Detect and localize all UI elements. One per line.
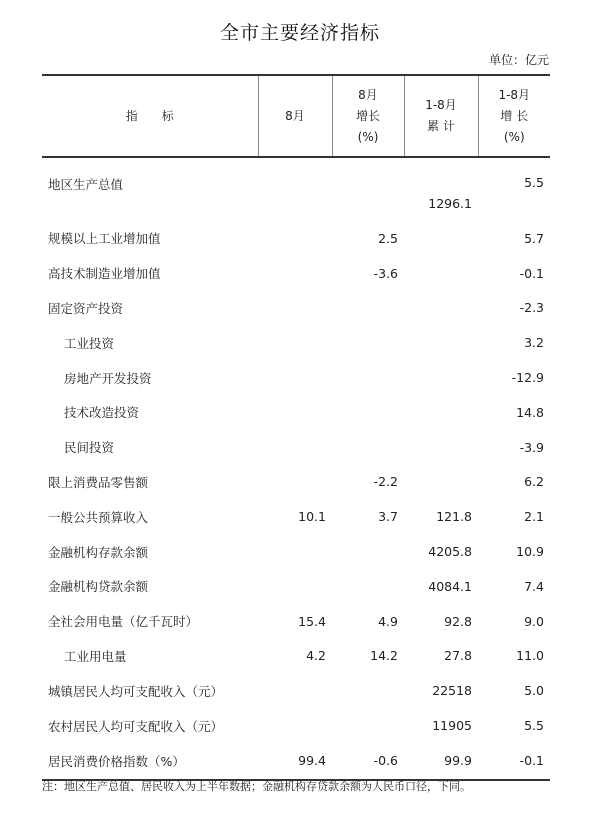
row-cumulative-growth: 11.0 <box>516 648 544 664</box>
row-name: 民间投资 <box>64 440 115 456</box>
row-name: 工业用电量 <box>64 648 127 664</box>
table-row <box>42 465 550 500</box>
row-cumulative-growth: 2.1 <box>524 509 544 525</box>
table-row <box>42 604 550 639</box>
row-month <box>258 534 332 569</box>
row-month <box>258 708 332 743</box>
header-cumulative: 1-8月 累 计 <box>404 75 478 157</box>
row-cumulative-growth: -0.1 <box>519 265 544 281</box>
page-title: 全市主要经济指标 <box>219 22 380 44</box>
row-month-growth: -0.6 <box>332 743 404 780</box>
row-name: 限上消费品零售额 <box>48 474 149 490</box>
row-cumulative: 22518 <box>432 683 472 699</box>
row-cumulative <box>404 360 478 395</box>
header-month-growth: 8月 增长 (%) <box>332 75 404 157</box>
row-month-growth <box>332 430 404 465</box>
header-indicator: 指 标 <box>42 75 258 157</box>
row-month-growth: -2.2 <box>373 474 398 490</box>
row-month <box>258 221 332 256</box>
indicator-table <box>42 74 550 781</box>
row-name: 固定资产投资 <box>48 300 124 316</box>
row-cumulative: 1296.1 <box>428 196 472 211</box>
row-month <box>258 157 332 221</box>
row-month-growth <box>332 708 404 743</box>
row-month <box>258 569 332 604</box>
footnote: 注：地区生产总值、居民收入为上半年数据；金融机构存贷款余额为人民币口径，下同。 <box>42 780 471 793</box>
row-name: 金融机构贷款余额 <box>48 579 149 595</box>
table-header-row <box>42 75 550 157</box>
header-cumulative-growth: 1-8月 增 长 (%) <box>478 75 550 157</box>
table-row <box>42 291 550 326</box>
row-cumulative <box>404 325 478 360</box>
row-month: 10.1 <box>298 509 326 525</box>
row-month <box>258 360 332 395</box>
row-month <box>258 673 332 708</box>
row-month <box>258 430 332 465</box>
table-row <box>42 673 550 708</box>
row-cumulative-growth: 5.5 <box>524 718 544 734</box>
table-row <box>42 157 550 221</box>
row-cumulative-growth: 7.4 <box>524 578 544 594</box>
row-cumulative-growth: 3.2 <box>524 335 544 351</box>
row-name: 农村居民人均可支配收入（元） <box>48 718 224 734</box>
row-cumulative-growth: 14.8 <box>516 404 544 420</box>
table-row <box>42 639 550 674</box>
row-cumulative <box>404 430 478 465</box>
row-month-growth: 14.2 <box>370 648 398 664</box>
row-month-growth <box>332 325 404 360</box>
row-month <box>258 325 332 360</box>
row-month-growth <box>332 157 404 221</box>
row-name: 规模以上工业增加值 <box>48 231 161 247</box>
row-month: 4.2 <box>306 648 326 664</box>
row-month-growth <box>332 395 404 430</box>
table-row <box>42 708 550 743</box>
row-name: 工业投资 <box>64 335 115 351</box>
row-cumulative: 92.8 <box>444 613 472 629</box>
row-month-growth <box>332 534 404 569</box>
row-cumulative: 4084.1 <box>428 578 472 594</box>
row-cumulative-growth: -12.9 <box>511 370 544 386</box>
table-row <box>42 325 550 360</box>
table-row <box>42 430 550 465</box>
table-row <box>42 534 550 569</box>
row-cumulative-growth: 9.0 <box>524 613 544 629</box>
table-row <box>42 221 550 256</box>
row-name: 地区生产总值 <box>48 177 124 192</box>
row-month <box>258 395 332 430</box>
row-month <box>258 256 332 291</box>
row-name: 技术改造投资 <box>64 405 140 421</box>
row-month-growth <box>332 569 404 604</box>
row-month-growth: -3.6 <box>373 265 398 281</box>
row-cumulative <box>404 465 478 500</box>
row-cumulative-growth: -0.1 <box>478 743 550 780</box>
row-name: 居民消费价格指数（%） <box>42 743 258 780</box>
row-month-growth: 2.5 <box>378 230 398 246</box>
table-row <box>42 743 550 780</box>
row-month-growth: 4.9 <box>378 613 398 629</box>
row-cumulative-growth: -2.3 <box>519 300 544 316</box>
row-cumulative-growth: 5.5 <box>524 175 544 190</box>
row-month-growth <box>332 291 404 326</box>
table-row <box>42 395 550 430</box>
row-cumulative-growth: -3.9 <box>519 439 544 455</box>
row-month-growth: 3.7 <box>378 509 398 525</box>
row-cumulative: 121.8 <box>436 509 472 525</box>
row-month: 99.4 <box>258 743 332 780</box>
row-cumulative: 27.8 <box>444 648 472 664</box>
row-cumulative <box>404 291 478 326</box>
row-cumulative <box>404 256 478 291</box>
row-month <box>258 465 332 500</box>
unit-label: 单位：亿元 <box>488 53 549 67</box>
row-name: 一般公共预算收入 <box>48 509 149 525</box>
row-month-growth <box>332 673 404 708</box>
header-month: 8月 <box>258 75 332 157</box>
table-row <box>42 499 550 534</box>
row-month: 15.4 <box>298 613 326 629</box>
row-name: 高技术制造业增加值 <box>48 266 161 282</box>
table-row <box>42 569 550 604</box>
row-month-growth <box>332 360 404 395</box>
row-cumulative: 99.9 <box>404 743 478 780</box>
row-cumulative-growth: 6.2 <box>524 474 544 490</box>
table-row <box>42 360 550 395</box>
row-cumulative: 11905 <box>432 718 472 734</box>
row-cumulative <box>404 221 478 256</box>
row-cumulative-growth: 5.7 <box>524 230 544 246</box>
table-row <box>42 256 550 291</box>
row-cumulative: 4205.8 <box>428 544 472 560</box>
row-cumulative <box>404 395 478 430</box>
row-month <box>258 291 332 326</box>
row-name: 金融机构存款余额 <box>48 544 149 560</box>
row-name: 房地产开发投资 <box>64 370 152 386</box>
row-cumulative-growth: 5.0 <box>524 683 544 699</box>
row-name: 全社会用电量（亿千瓦时） <box>48 614 199 630</box>
row-cumulative-growth: 10.9 <box>516 544 544 560</box>
row-name: 城镇居民人均可支配收入（元） <box>48 683 224 699</box>
